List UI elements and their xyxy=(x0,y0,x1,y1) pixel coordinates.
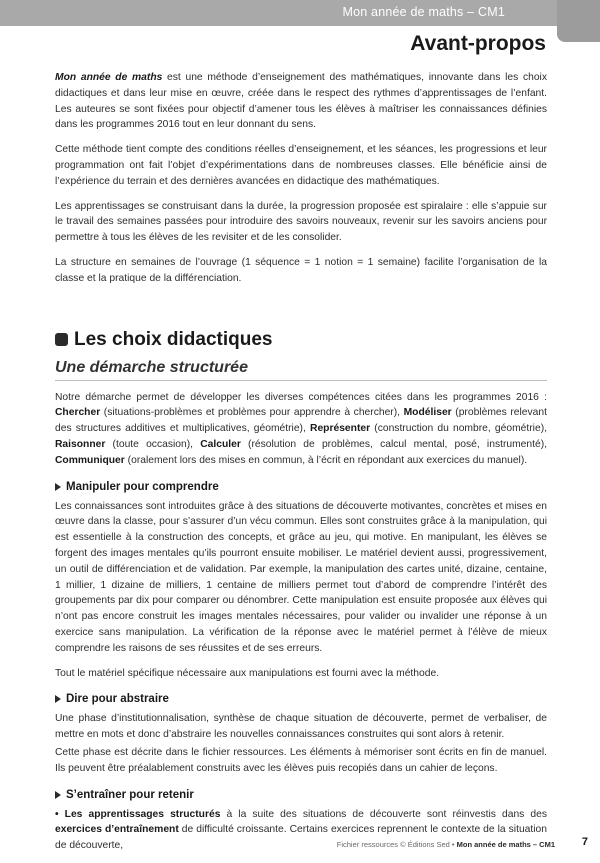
dire-paragraph-1: Une phase d’institutionnalisation, synthèse de chaque situation de découverte, permet de verbaliser, de mettre en mots et donc d’abstraire les nouvelles connaissances construites qui sont alors à retenir. xyxy=(55,713,547,741)
page-number: 7 xyxy=(581,836,588,848)
heading-manipuler: Manipuler pour comprendre xyxy=(55,481,547,493)
entrainer-paragraph: • Les apprentissages structurés à la suite des situations de découverte sont réinvestis dans des exercices d’entraînement de difficulté croissante. Certains exercices reprennent le contexte de la situation de découverte, xyxy=(55,808,547,852)
page-content xyxy=(55,70,547,863)
keyword-communiquer: Communiquer xyxy=(55,454,125,466)
footer-credit: Fichier ressources © Éditions Sed • Mon année de maths – CM1 xyxy=(336,840,555,849)
competences-paragraph: Notre démarche permet de développer les diverses compétences citées dans les programmes 2016 : Chercher (situations-problèmes et problèmes pour apprendre à chercher), Modéliser (problèmes relevant des structures additives et multiplicatives, géométrie), Représenter (construction du nombre, géométrie), Raisonner (toute occasion), Calculer (résolution de problèmes, calcul mental, posé, instrumenté), Communiquer (oralement lors des mises en commun, à l’écrit en répondant aux exercices du manuel). xyxy=(55,391,548,466)
manipuler-paragraph-2: Tout le matériel spécifique nécessaire aux manipulations est fourni avec la méthode. xyxy=(55,667,440,679)
intro-paragraph-4: La structure en semaines de l’ouvrage (1 séquence = 1 notion = 1 semaine) facilite l’organisation de la classe et la pratique de la différenciation. xyxy=(55,256,547,284)
keyword-chercher: Chercher xyxy=(55,407,101,419)
keyword-calculer: Calculer xyxy=(200,438,241,450)
intro-paragraph-2: Cette méthode tient compte des conditions réelles d’enseignement, et les séances, les progressions et leur programmation ont fait l’objet d’expérimentations dans de nombreuses classes. Elle bénéficie ainsi de l’expérience du terrain et des dernières avancées en didactique des mathématiques. xyxy=(55,144,547,187)
keyword-representer: Représenter xyxy=(310,423,371,435)
intro-paragraph-1: Mon année de maths est une méthode d’enseignement des mathématiques, innovante dans les choix didactiques et dans leur mise en œuvre, créée dans le respect des rythmes d’apprentissages de l’enfant. Les auteures se sont fixées pour objectif d’amener tous les élèves à maîtriser les connaissances définies dans les programmes 2016 tout en leur donnant du sens. xyxy=(55,72,547,131)
keyword-modeliser: Modéliser xyxy=(403,407,452,419)
book-title: Mon année de maths xyxy=(55,72,163,83)
section-square-icon xyxy=(55,333,68,346)
keyword-raisonner: Raisonner xyxy=(55,438,106,450)
triangle-bullet-icon xyxy=(55,695,61,703)
heading-dire: Dire pour abstraire xyxy=(55,693,547,705)
triangle-bullet-icon xyxy=(55,791,61,799)
series-title: Mon année de maths – CM1 xyxy=(342,5,505,19)
heading-entrainer: S’entraîner pour retenir xyxy=(55,789,547,801)
dire-paragraph-2: Cette phase est décrite dans le fichier ressources. Les éléments à mémoriser sont écrits en fin de manuel. Ils peuvent être préalablement construits avec les élèves puis recopiés dans un cahier de leçons. xyxy=(55,746,547,774)
intro-paragraph-3: Les apprentissages se construisant dans la durée, la progression proposée est spiralaire : elle s’appuie sur le travail des semaines passées pour introduire des savoirs nouveaux, revenir sur les savoirs anciens pour permettre à tous les élèves de les revisiter et de les consolider. xyxy=(55,200,547,244)
section-heading xyxy=(55,329,547,351)
triangle-bullet-icon xyxy=(55,483,61,491)
page-title: Avant-propos xyxy=(410,32,546,55)
section-title: Les choix didactiques xyxy=(74,328,273,350)
subsection-heading: Une démarche structurée xyxy=(55,359,547,381)
manipuler-paragraph-1: Les connaissances sont introduites grâce à des situations de découverte motivantes, concrètes et mises en œuvre dans la classe, pour s’assurer d’un vécu commun. Elles sont construites grâce à la manipulation, qui est essentielle à la construction des concepts, et grâce au jeu, qui motive. En manipulant, les élèves se forgent des images mentales qu’ils pourront ensuite mobiliser. Le matériel devient aussi, progressivement, un outil de différenciation et de validation. Par exemple, la manipulation des cartes unité, dizaine, centaine, 1 millier, 1 dizaine de milliers, 1 centaine de milliers permet tout d’abord de comprendre l’intérêt des groupements par dix pour comparer ou dénombrer. Cette manipulation est ensuite proposée aux élèves qui n’ont pas encore construit les images mentales nécessaires, pour valider ou invalider une réponse à un exercice sans manipulation. La vérification de la réponse avec le matériel permet à l’élève de mieux comprendre les raisons de ses réussites et de ses erreurs. xyxy=(55,500,547,654)
header-tab xyxy=(557,0,600,42)
header-bar xyxy=(0,0,557,26)
